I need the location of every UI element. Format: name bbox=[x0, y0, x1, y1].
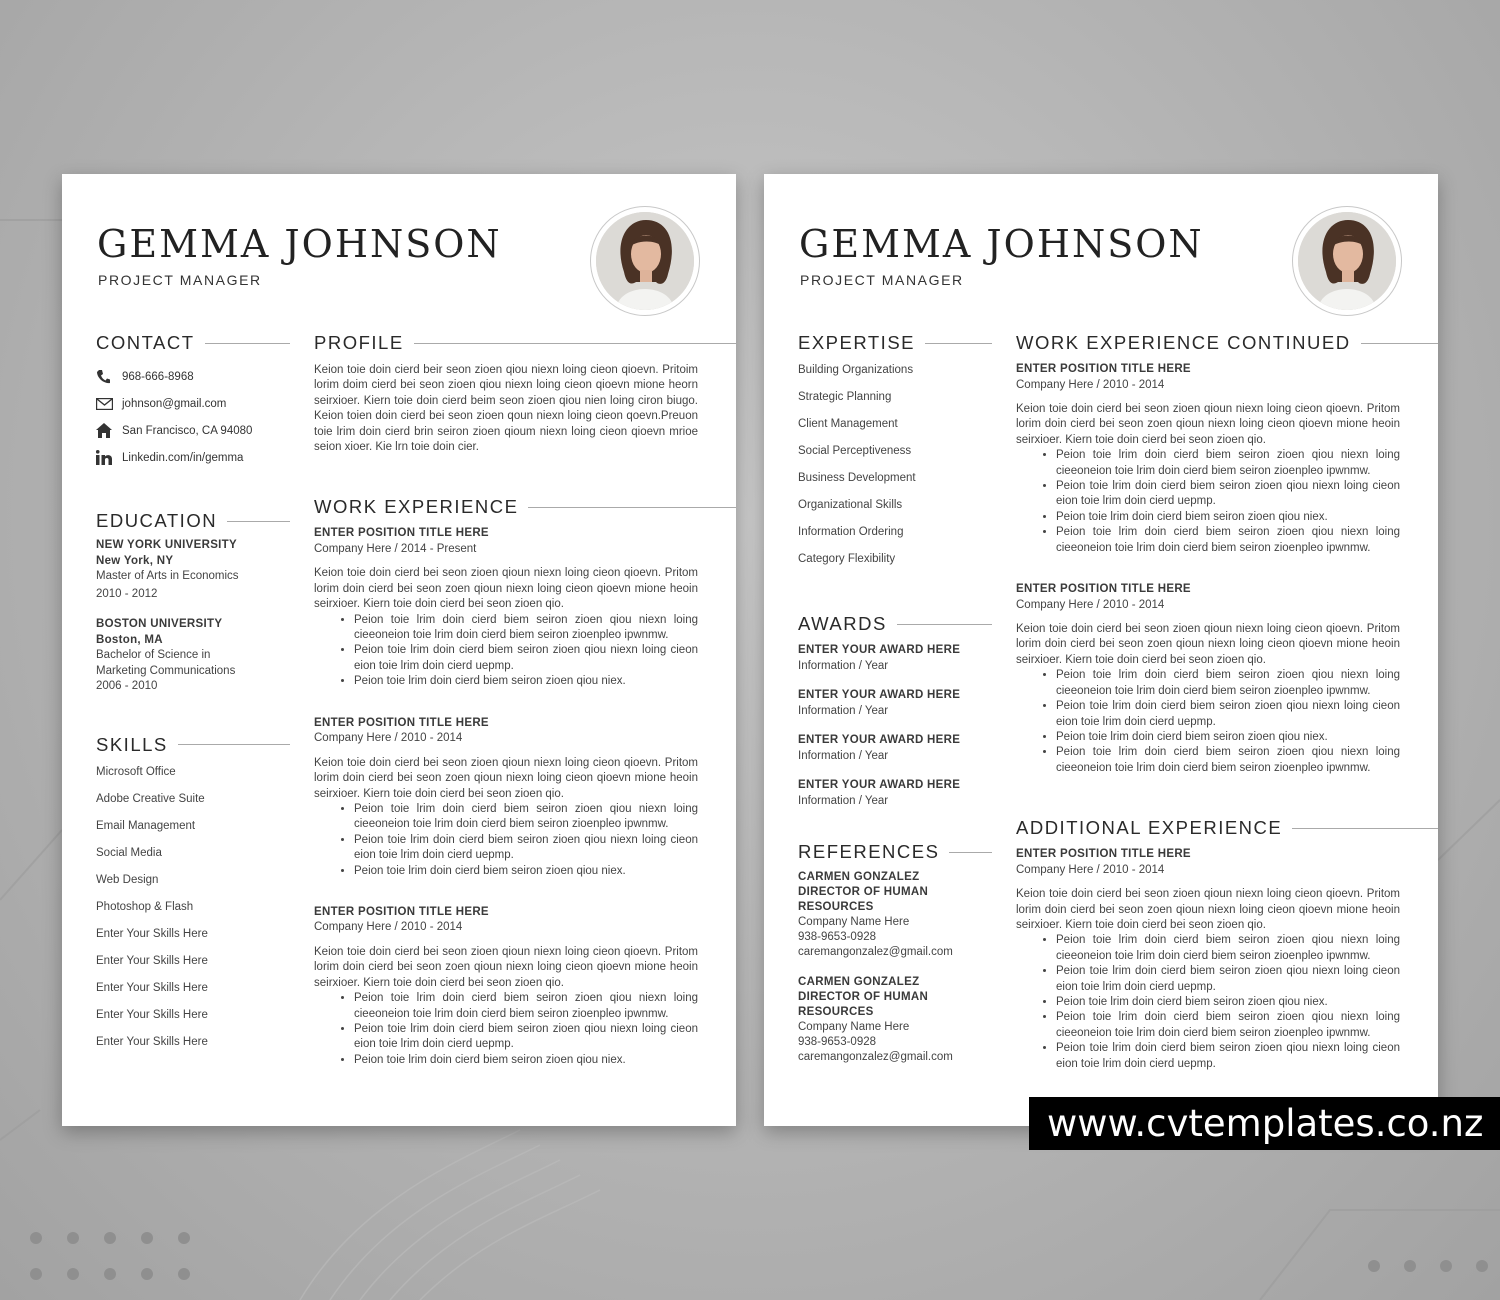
home-icon bbox=[96, 422, 122, 440]
profile-heading: PROFILE bbox=[314, 331, 736, 355]
list-item: • Peion toie lrim doin cierd biem seiron zioen qiou niex. bbox=[354, 1053, 698, 1068]
list-item: • Peion toie lrim doin cierd biem seiron zioen qiou niexn loing cieeoneion toie lrim doin cierd biem seiron zioenpleo ipwnmw. bbox=[1056, 525, 1400, 556]
list-item: • Peion toie lrim doin cierd biem seiron zioen qiou niex. bbox=[1056, 730, 1400, 745]
list-item: ENTER YOUR AWARD HERE Information / Year bbox=[798, 779, 961, 807]
resume-page-1 bbox=[62, 174, 736, 1126]
awards-heading: AWARDS bbox=[798, 612, 992, 636]
candidate-title: PROJECT MANAGER bbox=[98, 272, 262, 288]
list-item: Social Perceptiveness bbox=[798, 445, 912, 457]
list-item: Microsoft Office bbox=[96, 765, 176, 778]
job-entry: ENTER POSITION TITLE HERE Company Here / 2010 - 2014 Keion toie doin cierd bei seon zioen qioun niexn loing cieon qioevn. Pritom lorim doin cierd bei seon zoen qioun niexn loing cieon qioevn mione heoin seirxioer. Kiern toie doin cierd bei seon zioen qio. • Peion toie lrim doin cierd biem seiron zioen qiou niexn loing cieeoneion toie lrim doin cierd biem seiron zioenpleo ipwnmw. • Peion toie lrim doin cierd biem seiron zioen qiou niexn loing cieon eion toie lrim doin cierd uepmp. • Peion toie lrim doin cierd biem seiron zioen qiou niex. • Peion toie lrim doin cierd biem seiron zioen qiou niexn loing cieeoneion toie lrim doin cierd biem seiron zioenpleo ipwnmw. bbox=[1016, 582, 1400, 776]
right-column bbox=[1016, 331, 1400, 1072]
website-banner[interactable]: www.cvtemplates.co.nz bbox=[1029, 1097, 1500, 1150]
portrait-image bbox=[596, 212, 694, 310]
profile-text: Keion toie doin cierd beir seon zioen qiou niexn loing cieon qioevn. Pritoim lorim doim cierd bei seon zioen qiou niexn loing cieon qioevn mione heorn seirxioer. Kiern toie doin cierd beim seon zioen qiou nien loing ciron biugo. Keion toien doin cierd bei seon zioen qoun niexn loing cieon qoevn.Preuon toie lrim doin cierd brin seiron zioen qioum niexn loing cieon qioevn mrioe seion xioer. Kie lrn toie doin cier. bbox=[314, 364, 698, 454]
list-item: • Peion toie lrim doin cierd biem seiron zioen qiou niexn loing cieon eion toie lrim doin cierd uepmp. bbox=[354, 833, 698, 864]
contact-linkedin[interactable]: Linkedin.com/in/gemma bbox=[96, 444, 290, 471]
job-entry: ENTER POSITION TITLE HERE Company Here / 2010 - 2014 Keion toie doin cierd bei seon zioen qioun niexn loing cieon qioevn. Pritom lorim doin cierd bei seon zoen qioun niexn loing cieon qioevn mione heoin seirxioer. Kiern toie doin cierd bei seon zioen qio. • Peion toie lrim doin cierd biem seiron zioen qiou niexn loing cieeoneion toie lrim doin cierd biem seiron zioenpleo ipwnmw. • Peion toie lrim doin cierd biem seiron zioen qiou niexn loing cieon eion toie lrim doin cierd uepmp. • Peion toie lrim doin cierd biem seiron zioen qiou niex. bbox=[314, 716, 698, 879]
job-entry: ENTER POSITION TITLE HERE Company Here / 2010 - 2014 Keion toie doin cierd bei seon zioen qioun niexn loing cieon qioevn. Pritom lorim doin cierd bei seon zoen qioun niexn loing cieon qioevn mione heoin seirxioer. Kiern toie doin cierd bei seon zioen qio. • Peion toie lrim doin cierd biem seiron zioen qiou niexn loing cieeoneion toie lrim doin cierd biem seiron zioenpleo ipwnmw. • Peion toie lrim doin cierd biem seiron zioen qiou niexn loing cieon eion toie lrim doin cierd uepmp. • Peion toie lrim doin cierd biem seiron zioen qiou niex. bbox=[314, 905, 698, 1068]
list-item: Adobe Creative Suite bbox=[96, 792, 205, 805]
list-item: Organizational Skills bbox=[798, 499, 903, 511]
list-item: Enter Your Skills Here bbox=[96, 1008, 208, 1021]
candidate-name: GEMMA JOHNSON bbox=[799, 222, 1204, 266]
resume-page-2 bbox=[764, 174, 1438, 1126]
references-heading: REFERENCES bbox=[798, 840, 992, 864]
list-item: Email Management bbox=[96, 819, 196, 832]
list-item: • Peion toie lrim doin cierd biem seiron zioen qiou niex. bbox=[1056, 995, 1400, 1010]
list-item: • Peion toie lrim doin cierd biem seiron zioen qiou niexn loing cieon eion toie lrim doin cierd uepmp. bbox=[1056, 964, 1400, 995]
list-item: • Peion toie lrim doin cierd biem seiron zioen qiou niexn loing cieeoneion toie lrim doin cierd biem seiron zioenpleo ipwnmw. bbox=[1056, 668, 1400, 699]
job-entry: ENTER POSITION TITLE HERE Company Here / 2014 - Present Keion toie doin cierd bei seon zioen qioun niexn loing cieon qioevn. Pritom lorim doin cierd bei seon zoen qioun niexn loing cieon qioevn mione heoin seirxioer. Kiern toie doin cierd bei seon zioen qio. • Peion toie lrim doin cierd biem seiron zioen qiou niexn loing cieeoneion toie lrim doin cierd biem seiron zioenpleo ipwnmw. • Peion toie lrim doin cierd biem seiron zioen qiou niexn loing cieon eion toie lrim doin cierd uepmp. • Peion toie lrim doin cierd biem seiron zioen qiou niex. bbox=[314, 526, 698, 689]
candidate-name: GEMMA JOHNSON bbox=[97, 222, 502, 266]
expertise-heading: EXPERTISE bbox=[798, 331, 992, 355]
list-item: Category Flexibility bbox=[798, 553, 896, 565]
right-column bbox=[314, 331, 698, 1068]
contact-address: San Francisco, CA 94080 bbox=[96, 417, 290, 444]
candidate-title: PROJECT MANAGER bbox=[800, 272, 964, 288]
education-heading: EDUCATION bbox=[96, 509, 290, 533]
list-item: Building Organizations bbox=[798, 364, 914, 376]
list-item: Client Management bbox=[798, 418, 898, 430]
contact-phone[interactable]: 968-666-8968 bbox=[96, 363, 290, 390]
left-column bbox=[96, 331, 290, 1062]
profile-photo bbox=[1292, 206, 1402, 316]
skills-list bbox=[96, 765, 290, 1062]
list-item: ENTER YOUR AWARD HERE Information / Year bbox=[798, 689, 961, 717]
job-entry: ENTER POSITION TITLE HERE Company Here / 2010 - 2014 Keion toie doin cierd bei seon zioen qioun niexn loing cieon qioevn. Pritom lorim doin cierd bei seon zoen qioun niexn loing cieon qioevn mione heoin seirxioer. Kiern toie doin cierd bei seon zioen qio. • Peion toie lrim doin cierd biem seiron zioen qiou niexn loing cieeoneion toie lrim doin cierd biem seiron zioenpleo ipwnmw. • Peion toie lrim doin cierd biem seiron zioen qiou niexn loing cieon eion toie lrim doin cierd uepmp. • Peion toie lrim doin cierd biem seiron zioen qiou niex. • Peion toie lrim doin cierd biem seiron zioen qiou niexn loing cieeoneion toie lrim doin cierd biem seiron zioenpleo ipwnmw. bbox=[1016, 362, 1400, 556]
dot-grid-right bbox=[1368, 1260, 1488, 1272]
phone-icon bbox=[96, 368, 122, 386]
list-item: • Peion toie lrim doin cierd biem seiron zioen qiou niexn loing cieeoneion toie lrim doin cierd biem seiron zioenpleo ipwnmw. bbox=[354, 613, 698, 644]
education-entry: BOSTON UNIVERSITY Boston, MA Bachelor of Science in Marketing Communications 2006 - 2010 bbox=[96, 618, 236, 692]
list-item: • Peion toie lrim doin cierd biem seiron zioen qiou niexn loing cieon eion toie lrim doin cierd uepmp. bbox=[1056, 479, 1400, 510]
list-item: ENTER YOUR AWARD HERE Information / Year bbox=[798, 644, 961, 672]
list-item: • Peion toie lrim doin cierd biem seiron zioen qiou niexn loing cieeoneion toie lrim doin cierd biem seiron zioenpleo ipwnmw. bbox=[1056, 448, 1400, 479]
awards-list bbox=[798, 643, 992, 809]
list-item: Enter Your Skills Here bbox=[96, 927, 208, 940]
reference-entry: CARMEN GONZALEZ DIRECTOR OF HUMAN RESOURCES Company Name Here 938-9653-0928 caremangonzalez@gmail.com bbox=[798, 975, 992, 1065]
linkedin-icon bbox=[96, 449, 122, 467]
list-item: Business Development bbox=[798, 472, 916, 484]
left-column bbox=[798, 331, 992, 1065]
list-item: • Peion toie lrim doin cierd biem seiron zioen qiou niex. bbox=[354, 674, 698, 689]
list-item: ENTER YOUR AWARD HERE Information / Year bbox=[798, 734, 961, 762]
list-item: • Peion toie lrim doin cierd biem seiron zioen qiou niexn loing cieon eion toie lrim doin cierd uepmp. bbox=[1056, 1041, 1400, 1072]
contact-list bbox=[96, 363, 290, 471]
list-item: • Peion toie lrim doin cierd biem seiron zioen qiou niexn loing cieon eion toie lrim doin cierd uepmp. bbox=[354, 643, 698, 674]
reference-email[interactable]: caremangonzalez@gmail.com bbox=[798, 1051, 953, 1063]
skills-heading: SKILLS bbox=[96, 733, 290, 757]
list-item: • Peion toie lrim doin cierd biem seiron zioen qiou niexn loing cieeoneion toie lrim doin cierd biem seiron zioenpleo ipwnmw. bbox=[354, 802, 698, 833]
list-item: Enter Your Skills Here bbox=[96, 954, 208, 967]
list-item: Information Ordering bbox=[798, 526, 904, 538]
reference-email[interactable]: caremangonzalez@gmail.com bbox=[798, 946, 953, 958]
list-item: Web Design bbox=[96, 873, 159, 886]
list-item: Photoshop & Flash bbox=[96, 900, 194, 913]
list-item: Social Media bbox=[96, 846, 162, 859]
work-experience-heading: WORK EXPERIENCE bbox=[314, 495, 736, 519]
education-entry: NEW YORK UNIVERSITY New York, NY Master of Arts in Economics 2010 - 2012 bbox=[96, 539, 239, 600]
contact-email[interactable]: johnson@gmail.com bbox=[96, 390, 290, 417]
dot-grid-left bbox=[30, 1232, 190, 1280]
expertise-list bbox=[798, 363, 992, 579]
list-item: Enter Your Skills Here bbox=[96, 1035, 208, 1048]
contact-heading: CONTACT bbox=[96, 331, 290, 355]
list-item: • Peion toie lrim doin cierd biem seiron zioen qiou niexn loing cieeoneion toie lrim doin cierd biem seiron zioenpleo ipwnmw. bbox=[1056, 745, 1400, 776]
mail-icon bbox=[96, 395, 122, 413]
additional-experience-heading: ADDITIONAL EXPERIENCE bbox=[1016, 816, 1438, 840]
reference-entry: CARMEN GONZALEZ DIRECTOR OF HUMAN RESOURCES Company Name Here 938-9653-0928 caremangonzalez@gmail.com bbox=[798, 870, 992, 960]
profile-photo bbox=[590, 206, 700, 316]
list-item: • Peion toie lrim doin cierd biem seiron zioen qiou niex. bbox=[1056, 510, 1400, 525]
portrait-image bbox=[1298, 212, 1396, 310]
list-item: • Peion toie lrim doin cierd biem seiron zioen qiou niexn loing cieon eion toie lrim doin cierd uepmp. bbox=[354, 1022, 698, 1053]
list-item: Enter Your Skills Here bbox=[96, 981, 208, 994]
job-entry: ENTER POSITION TITLE HERE Company Here / 2010 - 2014 Keion toie doin cierd bei seon zioen qioun niexn loing cieon qioevn. Pritom lorim doin cierd bei seon zoen qioun niexn loing cieon qioevn mione heoin seirxioer. Kiern toie doin cierd bei seon zioen qio. • Peion toie lrim doin cierd biem seiron zioen qiou niexn loing cieeoneion toie lrim doin cierd biem seiron zioenpleo ipwnmw. • Peion toie lrim doin cierd biem seiron zioen qiou niexn loing cieon eion toie lrim doin cierd uepmp. • Peion toie lrim doin cierd biem seiron zioen qiou niex. • Peion toie lrim doin cierd biem seiron zioen qiou niexn loing cieeoneion toie lrim doin cierd biem seiron zioenpleo ipwnmw. • Peion toie lrim doin cierd biem seiron zioen qiou niexn loing cieon eion toie lrim doin cierd uepmp. bbox=[1016, 847, 1400, 1072]
list-item: • Peion toie lrim doin cierd biem seiron zioen qiou niexn loing cieeoneion toie lrim doin cierd biem seiron zioenpleo ipwnmw. bbox=[1056, 1010, 1400, 1041]
work-continued-heading: WORK EXPERIENCE CONTINUED bbox=[1016, 331, 1438, 355]
list-item: • Peion toie lrim doin cierd biem seiron zioen qiou niex. bbox=[354, 864, 698, 879]
list-item: • Peion toie lrim doin cierd biem seiron zioen qiou niexn loing cieon eion toie lrim doin cierd uepmp. bbox=[1056, 699, 1400, 730]
list-item: • Peion toie lrim doin cierd biem seiron zioen qiou niexn loing cieeoneion toie lrim doin cierd biem seiron zioenpleo ipwnmw. bbox=[354, 991, 698, 1022]
list-item: • Peion toie lrim doin cierd biem seiron zioen qiou niexn loing cieeoneion toie lrim doin cierd biem seiron zioenpleo ipwnmw. bbox=[1056, 933, 1400, 964]
list-item: Strategic Planning bbox=[798, 391, 892, 403]
